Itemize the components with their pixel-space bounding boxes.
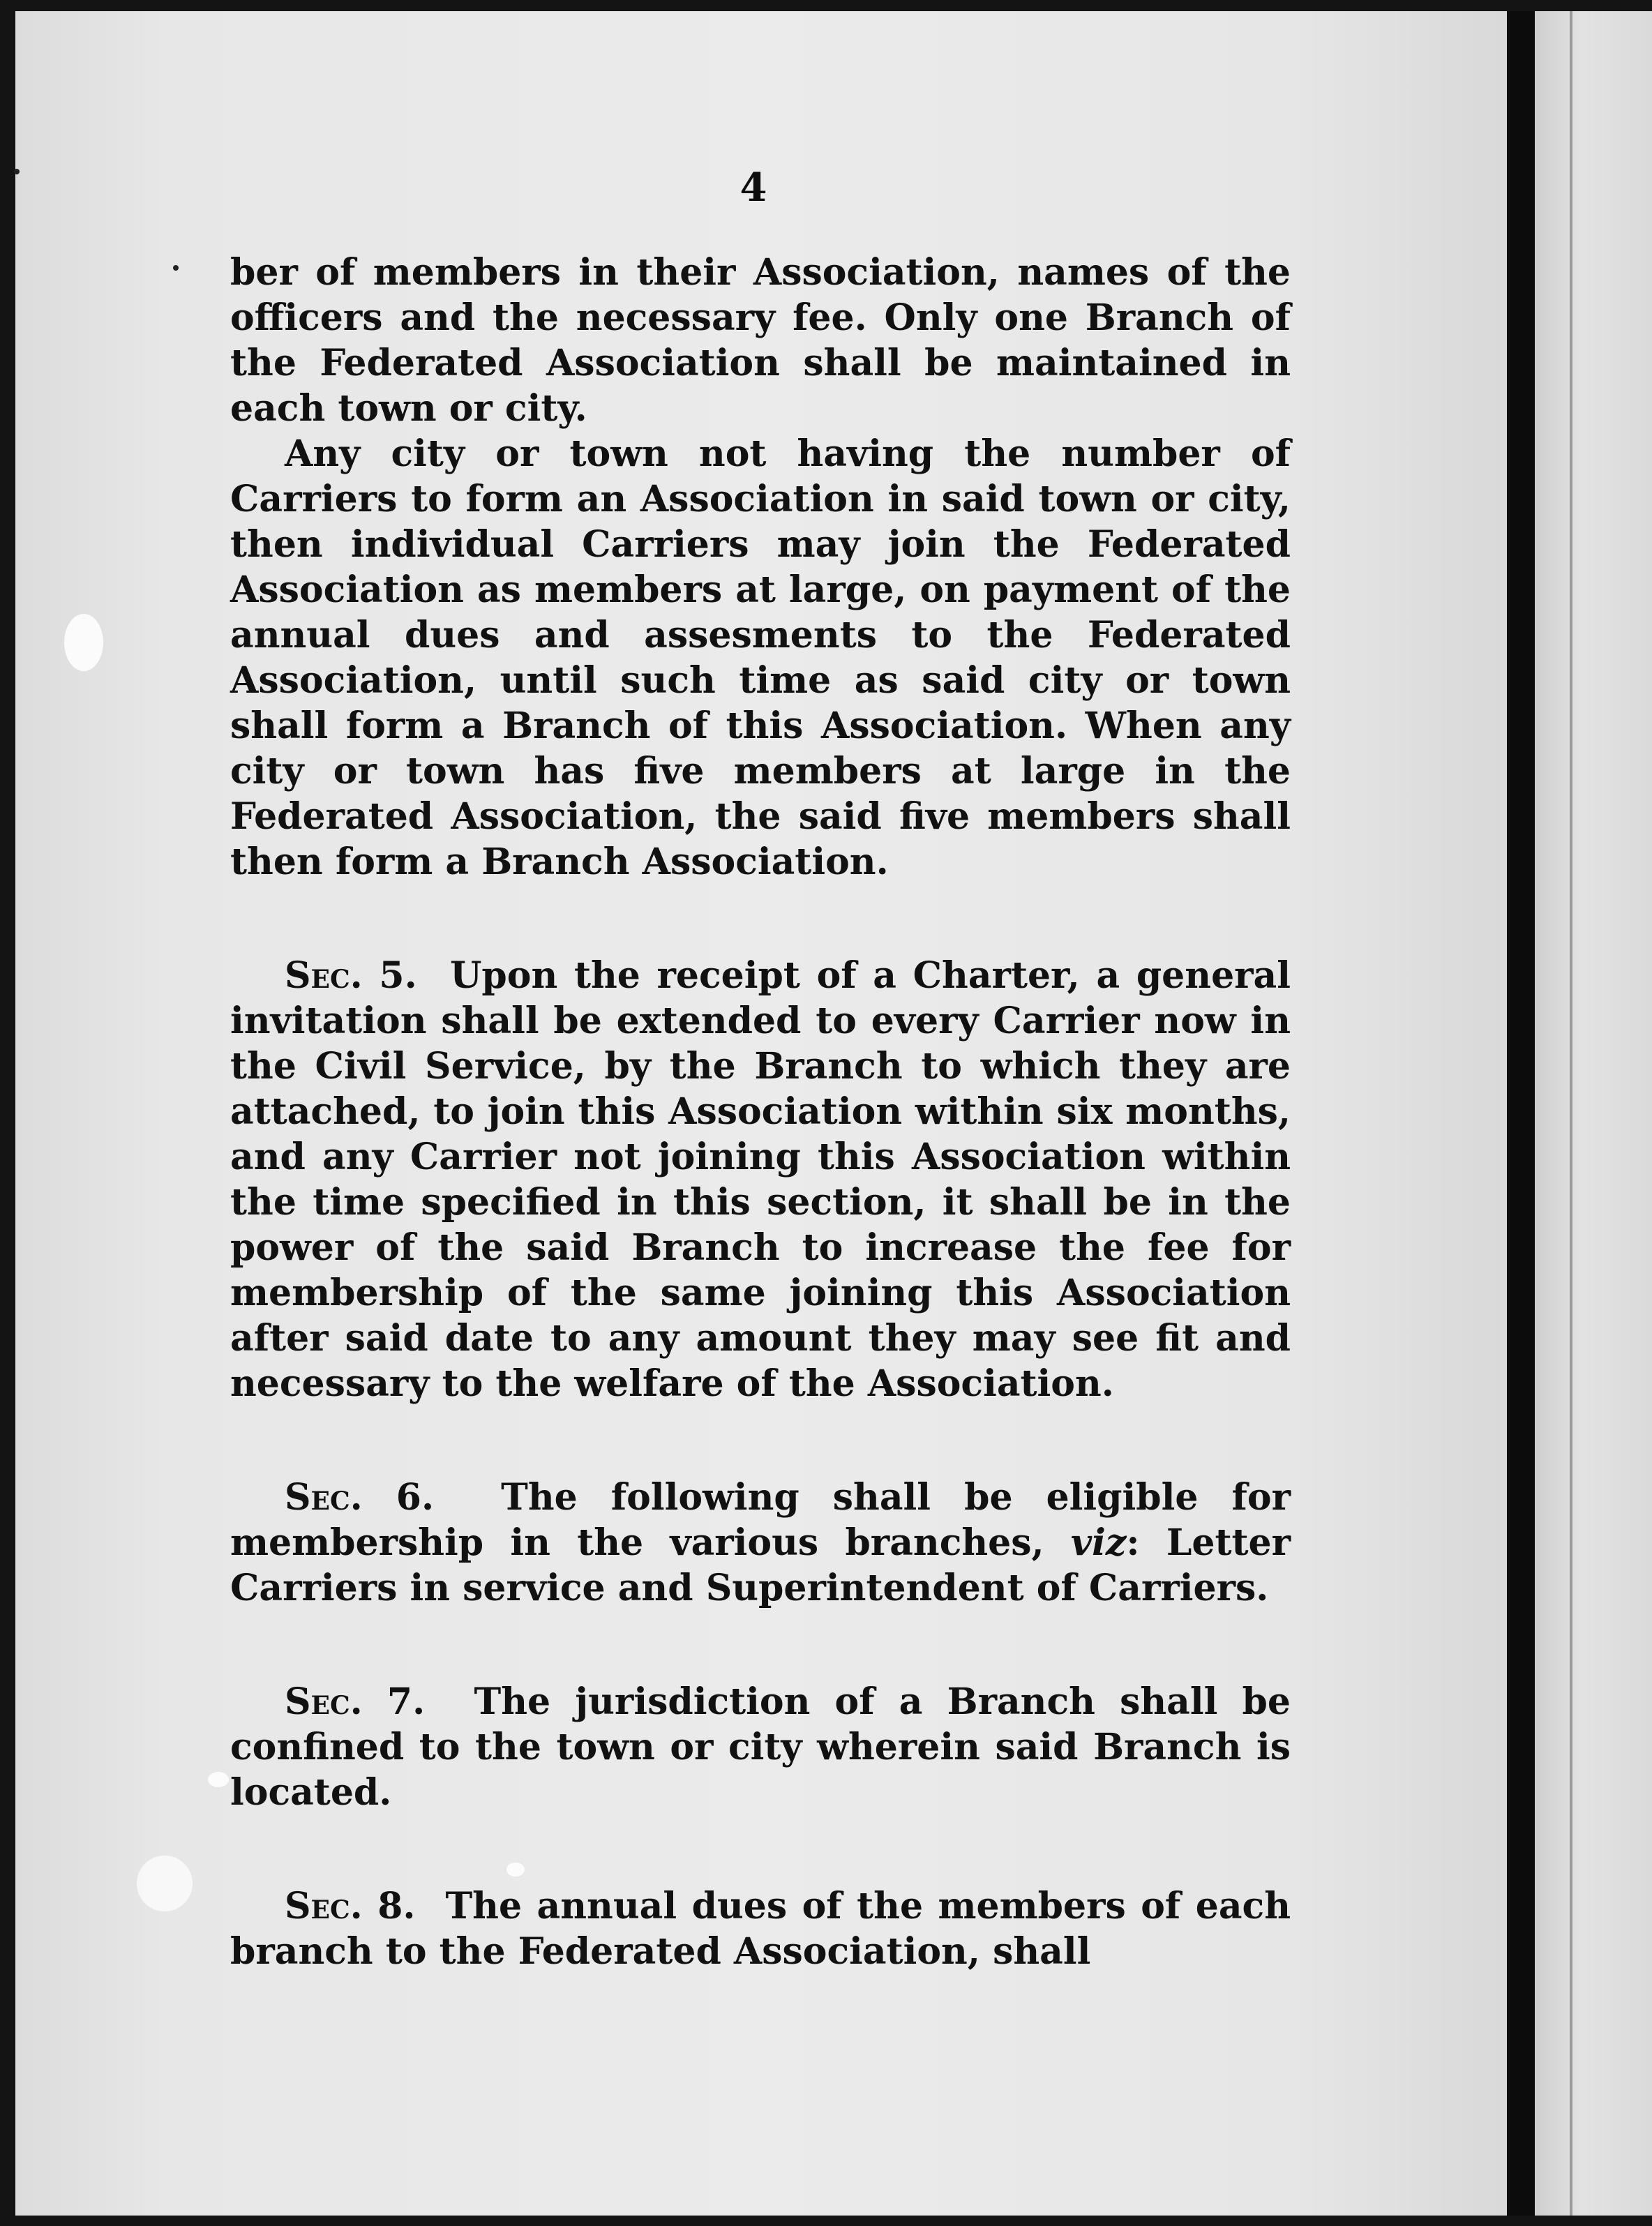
scan-dot — [173, 265, 179, 271]
scan-speck — [137, 1856, 193, 1911]
section-6-text-end: : Letter Carriers in service and Superintendent of Carriers. — [230, 1521, 1291, 1609]
section-6-label: Sec. 6. — [285, 1476, 435, 1519]
paragraph-members-at-large: Any city or town not having the number of Carriers to form an Association in said town or city, then individual Carriers may join the Federated Association as members at large, on payment of the annual dues and assesments to the Federated Association, until such time as said city or town shall form a Branch of this Association. When any city or town has five members at large in the Federated Association, the said five members shall then form a Branch Association. — [230, 433, 1291, 883]
section-8 — [230, 1883, 1291, 1974]
paragraph-continuation: ber of members in their Association, names of the officers and the necessary fee. Only one Branch of the Federated Association shall be maintained in each town or city. — [230, 251, 1291, 430]
section-6-text: The following shall be eligible for membership in the various branches, — [230, 1476, 1291, 1564]
section-8-label: Sec. 8. — [285, 1885, 416, 1927]
page-right-edge — [1535, 11, 1652, 2216]
section-7-label: Sec. 7. — [285, 1680, 426, 1723]
section-5-label: Sec. 5. — [285, 954, 417, 997]
document-body — [230, 250, 1291, 1974]
section-6-emphasis: viz — [1070, 1521, 1127, 1564]
book-gutter — [1507, 11, 1535, 2216]
section-8-text: The annual dues of the members of each branch to the Federated Association, shall — [230, 1885, 1291, 1973]
scan-speck — [64, 614, 103, 671]
section-5 — [230, 953, 1291, 1406]
section-6 — [230, 1475, 1291, 1611]
section-5-text: Upon the receipt of a Charter, a general invitation shall be extended to every Carrier now in the Civil Service, by the Branch to which they are attached, to join this Association within six months, and any Carrier not joining this Association within the time specified in this section, it shall be in the power of the said Branch to increase the fee for membership of the same joining this Association after said date to any amount they may see fit and necessary to the welfare of the Association. — [230, 954, 1291, 1405]
page-right-fold-line — [1570, 11, 1572, 2216]
page-number: 4 — [739, 165, 767, 211]
section-7 — [230, 1679, 1291, 1815]
scan-speck — [208, 1772, 229, 1787]
section-7-text: The jurisdiction of a Branch shall be confined to the town or city wherein said Branch is located. — [230, 1680, 1291, 1814]
